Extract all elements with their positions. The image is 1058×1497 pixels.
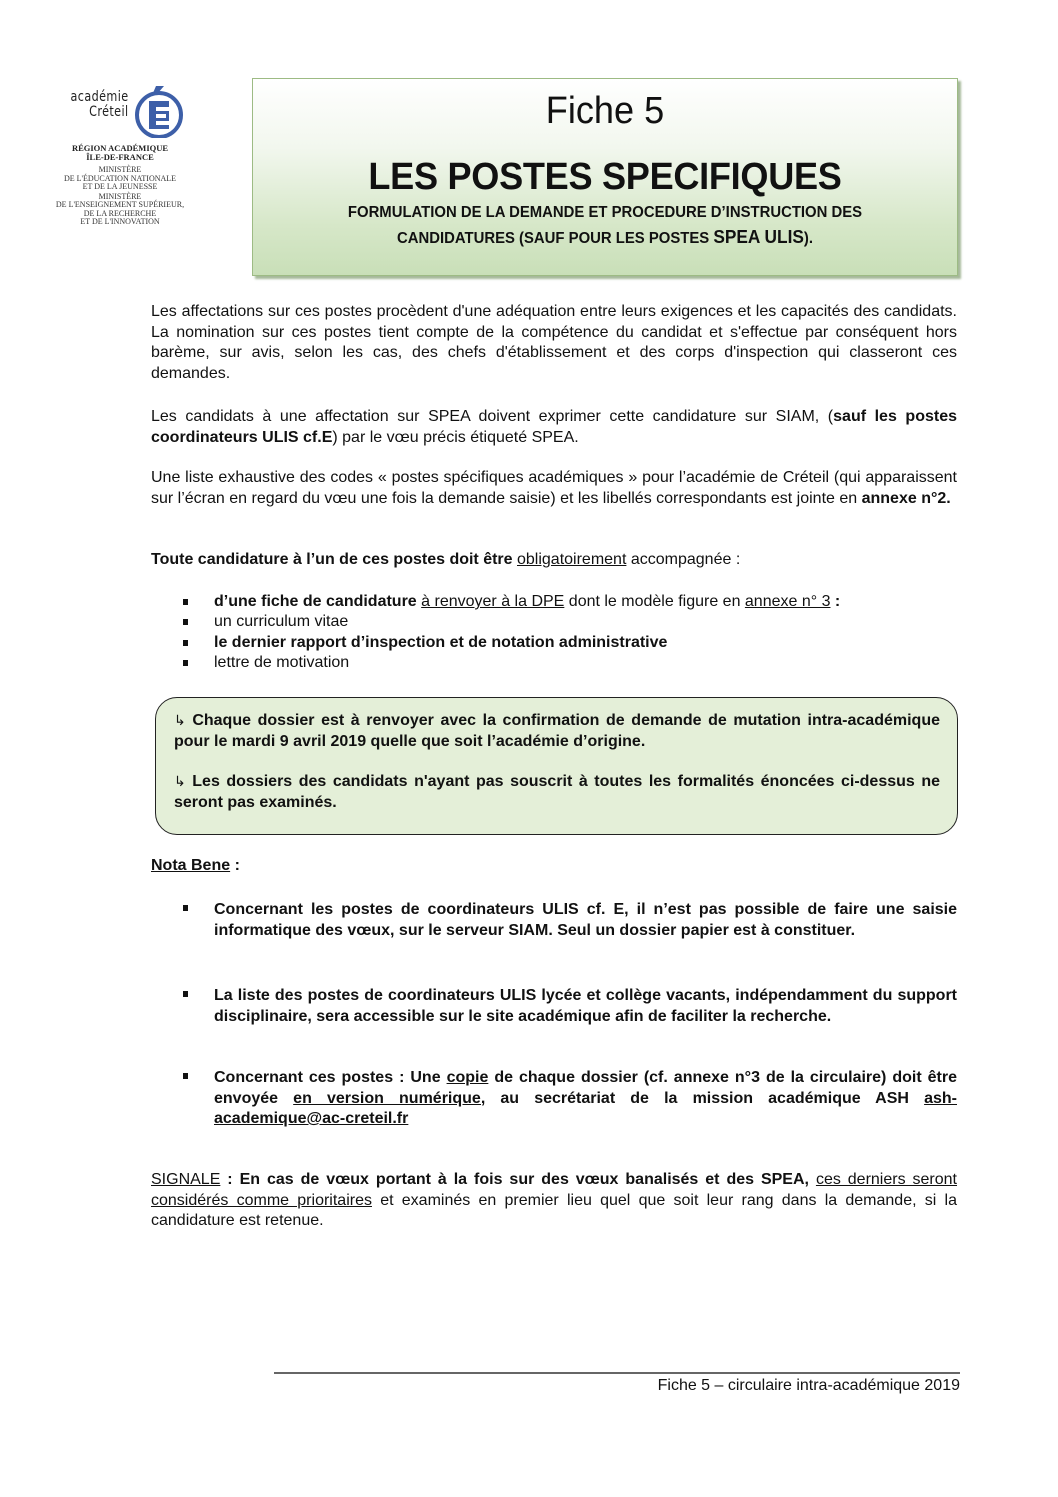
annexe-2-reference: annexe n°2. xyxy=(861,489,951,507)
nota-bene-list xyxy=(183,986,957,1027)
text-bold: : En cas de vœux portant à la fois sur des vœux banalisés et des SPEA, xyxy=(220,1171,816,1188)
arrow-icon: ↳ xyxy=(174,712,186,728)
requirements-list xyxy=(183,592,963,673)
list-item xyxy=(183,612,963,632)
paragraph-text: Les affectations sur ces postes procèdent d'une adéquation entre leurs exigences et les capacités des candidats. La nomination sur ces postes tient compte de la compétence du candidat et s'effectue par conséquent hors barème, sur avis, selon les cas, des chefs d'établissement et des corps d'inspection qui classeront ces demandes. xyxy=(151,303,957,382)
logo-ministry-line: DE L'ÉDUCATION NATIONALE xyxy=(63,173,177,183)
bullet-square-icon xyxy=(183,905,188,911)
nota-bene-list xyxy=(183,900,957,941)
text-run: Concernant les postes de coordinateurs ULIS cf. E, il n’est pas possible de faire une saisie informatique des vœux, sur le serveur SIAM. Seul un dossier papier est à constituer. xyxy=(214,901,957,939)
subtitle-line1: FORMULATION DE LA DEMANDE ET PROCEDURE D’INSTRUCTION DES xyxy=(347,204,863,221)
logo-region-line: RÉGION ACADÉMIQUE xyxy=(71,143,169,153)
paragraph-text xyxy=(151,407,957,448)
notice-item xyxy=(174,771,940,813)
paragraph-requirements xyxy=(151,550,957,571)
logo-ministry-line: ET DE L'INNOVATION xyxy=(80,217,160,226)
text-run: dont le modèle figure en xyxy=(564,593,745,610)
logo-region xyxy=(40,144,200,162)
list-item xyxy=(183,1068,957,1130)
arrow-icon: ↳ xyxy=(174,773,186,789)
paragraph-spea xyxy=(151,407,957,448)
list-item xyxy=(183,653,963,673)
logo-ministry-line: MINISTÈRE xyxy=(98,165,142,174)
text-bold: sauf les postes coordinateurs ULIS cf.E xyxy=(151,408,957,446)
signale-label: SIGNALE xyxy=(151,1171,221,1188)
bullet-square-icon xyxy=(183,660,188,666)
text-run: au secrétariat de la mission académique ASH xyxy=(485,1089,925,1107)
text-run: Concernant ces postes : Une xyxy=(214,1069,447,1086)
text-bold: le dernier rapport d’inspection et de notation administrative xyxy=(214,633,668,651)
logo-ministry-2 xyxy=(40,193,200,227)
text-underlined: en version numérique, xyxy=(293,1089,486,1107)
list-item xyxy=(183,592,963,612)
paragraph-intro xyxy=(151,302,957,384)
logo-wordmark xyxy=(70,90,128,120)
title-box xyxy=(252,78,958,276)
text-run: Une liste exhaustive des codes « postes spécifiques académiques » pour l’académie de Créteil (qui apparaissent sur l’écran en regard du vœu une fois la demande saisie) et les libellés correspondants est jointe en xyxy=(151,469,957,507)
paragraph-text xyxy=(151,550,957,571)
subtitle-text: CANDIDATURES (SAUF POUR LES POSTES xyxy=(396,230,714,247)
notice-box xyxy=(155,697,958,835)
paragraph-codes-list xyxy=(151,468,957,509)
bullet-square-icon xyxy=(183,619,188,625)
text-underlined: copie xyxy=(446,1069,489,1086)
text-run: un curriculum vitae xyxy=(214,613,349,631)
signale-paragraph xyxy=(151,1170,957,1232)
notice-text: Chaque dossier est à renvoyer avec la confirmation de demande de mutation intra-académique pour le mardi 9 avril 2019 quelle que soit l’académie d’origine. xyxy=(174,712,940,750)
page-subtitle xyxy=(267,201,943,251)
text-run: ) par le vœu précis étiqueté SPEA. xyxy=(332,428,579,446)
text-underlined: obligatoirement xyxy=(517,551,627,568)
logo-region-line: ÎLE-DE-FRANCE xyxy=(86,152,154,162)
page-footer: Fiche 5 – circulaire intra-académique 2019 xyxy=(657,1377,960,1394)
nota-bene-list xyxy=(183,1068,957,1130)
paragraph-text xyxy=(151,468,957,509)
text-run: lettre de motivation xyxy=(214,653,350,671)
bullet-square-icon xyxy=(183,991,188,997)
footer-divider xyxy=(274,1372,960,1374)
subtitle-text: ). xyxy=(803,230,814,247)
annexe-3-reference: annexe n° 3 xyxy=(744,593,831,610)
list-item xyxy=(183,633,963,653)
logo-word-line2: Créteil xyxy=(88,104,128,120)
fiche-number: Fiche 5 xyxy=(545,90,665,132)
text-run: accompagnée : xyxy=(626,551,741,568)
notice-text: Les dossiers des candidats n'ayant pas souscrit à toutes les formalités énoncées ci-dessus ne seront pas examinés. xyxy=(174,773,940,811)
logo-ministry-1 xyxy=(40,166,200,192)
nota-bene-label: Nota Bene xyxy=(151,857,231,874)
text-underlined: à renvoyer à la DPE xyxy=(421,593,565,610)
list-item xyxy=(183,986,957,1027)
text-run: La liste des postes de coordinateurs ULIS lycée et collège vacants, indépendamment du support disciplinaire, sera accessible sur le site académique afin de faciliter la recherche. xyxy=(214,987,957,1025)
text-run: : xyxy=(230,857,240,874)
text-bold: d’une fiche de candidature xyxy=(214,593,422,610)
logo-ministry-line: MINISTÈRE xyxy=(98,191,142,201)
text-underlined: ces derniers seront considérés comme prioritaires xyxy=(151,1171,958,1209)
logo-ministry-line: DE LA RECHERCHE xyxy=(83,208,157,218)
bullet-square-icon xyxy=(183,599,188,605)
text-run: et examinés en premier lieu quel que soit leur rang dans la demande, si la candidature est retenue. xyxy=(151,1191,957,1229)
text-run: Les candidats à une affectation sur SPEA doivent exprimer cette candidature sur SIAM, ( xyxy=(151,408,834,425)
academie-e-emblem-icon xyxy=(134,84,184,138)
subtitle-emphasis: SPEA ULIS xyxy=(713,227,804,247)
bullet-square-icon xyxy=(183,1073,188,1079)
text-run: de chaque dossier (cf. annexe n°3 de la circulaire) doit être envoyée xyxy=(214,1069,957,1107)
list-item xyxy=(183,900,957,941)
text-run: Toute candidature à l’un de ces postes doit être xyxy=(151,551,517,568)
academie-creteil-logo xyxy=(40,80,200,227)
notice-item xyxy=(174,710,940,752)
nota-bene-heading xyxy=(151,857,240,875)
subtitle-line2 xyxy=(267,225,943,251)
page-title: LES POSTES SPECIFIQUES xyxy=(368,156,842,198)
text-run: : xyxy=(830,593,841,610)
bullet-square-icon xyxy=(183,640,188,646)
email-link[interactable]: ash-academique@ac-creteil.fr xyxy=(214,1089,957,1127)
logo-ministry-line: ET DE LA JEUNESSE xyxy=(82,182,158,191)
logo-word-line1: académie xyxy=(70,89,128,105)
logo-ministry-line: DE L'ENSEIGNEMENT SUPÉRIEUR, xyxy=(55,200,185,209)
